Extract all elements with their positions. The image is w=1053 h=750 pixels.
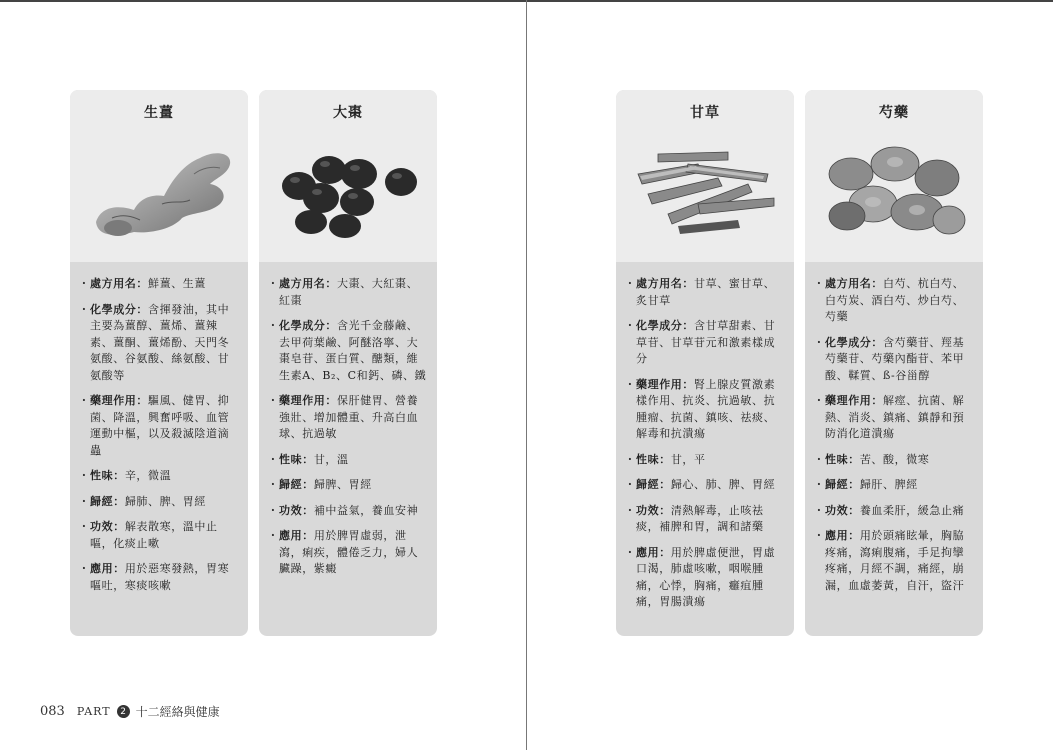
herb-name: 甘草 — [690, 105, 720, 121]
info-item: · 處方用名：鮮薑、生薑 — [82, 276, 238, 293]
info-item: · 化學成分：含甘草甜素、甘草苷、甘草苷元和激素樣成分 — [628, 318, 784, 368]
info-item: · 歸經：歸心、肺、脾、胃經 — [628, 477, 784, 494]
ginger-root-photo — [82, 134, 236, 246]
herb-name: 芍藥 — [879, 105, 909, 121]
info-item: · 化學成分：含光千金藤鹼、去甲荷葉鹼、阿醚洛寧、大棗皂苷、蛋白質、醣類，維生素A、B₂、C和鈣、磷、鐵 — [271, 318, 427, 384]
herb-name: 大棗 — [333, 105, 363, 121]
page-footer — [40, 703, 220, 720]
herb-info-list — [805, 262, 983, 594]
herb-info-list — [616, 262, 794, 611]
herb-card-jujube — [259, 90, 437, 636]
info-item: · 化學成分：含揮發油，其中主要為薑醇、薑烯、薑辣素、薑酮、薑烯酚、天門冬氨酸、谷氨酸、絲氨酸、甘氨酸等 — [82, 302, 238, 385]
section-title: 十二經絡與健康 — [135, 705, 220, 719]
info-item: · 性味：甘，平 — [628, 452, 784, 469]
page-number: 083 — [40, 704, 65, 719]
page-gutter — [526, 0, 527, 750]
info-item: · 應用：用於脾虛便泄，胃虛口渴，肺虛咳嗽，咽喉腫痛，心悸，胸痛，癰疽腫痛，胃腸潰瘍 — [628, 545, 784, 611]
herb-info-list — [70, 262, 248, 594]
info-item: · 藥理作用：保肝健胃、營養強壯、增加體重、升高白血球、抗過敏 — [271, 393, 427, 443]
part-number-badge: 2 — [117, 705, 130, 718]
info-item: · 功效：清熱解毒，止咳祛痰，補脾和胃，調和諸藥 — [628, 503, 784, 536]
herb-name: 生薑 — [144, 105, 174, 121]
info-item: · 功效：養血柔肝，緩急止痛 — [817, 503, 973, 520]
info-item: · 處方用名：大棗、大紅棗、紅棗 — [271, 276, 427, 309]
info-item: · 應用：用於頭痛眩暈，胸脇疼痛，瀉痢腹痛，手足拘攣疼痛，月經不調，痛經，崩漏，血虛萎黃，自汗，盜汗 — [817, 528, 973, 594]
info-item: · 藥理作用：腎上腺皮質激素樣作用、抗炎、抗過敏、抗腫瘤、抗菌、鎮咳、祛痰、解毒和抗潰瘍 — [628, 377, 784, 443]
info-item: · 歸經：歸肺、脾、胃經 — [82, 494, 238, 511]
peony-root-slices-photo — [817, 134, 971, 246]
part-label: PART — [76, 705, 111, 718]
info-item: · 歸經：歸脾、胃經 — [271, 477, 427, 494]
herb-card-peony — [805, 90, 983, 636]
info-item: · 歸經：歸肝、脾經 — [817, 477, 973, 494]
info-item: · 化學成分：含芍藥苷、羥基芍藥苷、芍藥內酯苷、苯甲酸、鞣質、ß-谷甾醇 — [817, 335, 973, 385]
herb-card-header — [259, 90, 437, 262]
info-item: · 應用：用於脾胃虛弱，泄瀉，痢疾，體倦乏力，婦人臟躁，紫癜 — [271, 528, 427, 578]
herb-card-header — [70, 90, 248, 262]
info-item: · 功效：解表散寒，溫中止嘔，化痰止嗽 — [82, 519, 238, 552]
info-item: · 應用：用於惡寒發熱，胃寒嘔吐，寒痰咳嗽 — [82, 561, 238, 594]
herb-card-ginger — [70, 90, 248, 636]
info-item: · 性味：甘，溫 — [271, 452, 427, 469]
info-item: · 功效：補中益氣，養血安神 — [271, 503, 427, 520]
info-item: · 處方用名：甘草、蜜甘草、炙甘草 — [628, 276, 784, 309]
jujube-dates-photo — [271, 134, 425, 246]
herb-info-list — [259, 262, 437, 578]
herb-card-licorice — [616, 90, 794, 636]
info-item: · 性味：辛，微溫 — [82, 468, 238, 485]
info-item: · 藥理作用：解痙、抗菌、解熱、消炎、鎮痛、鎮靜和預防消化道潰瘍 — [817, 393, 973, 443]
herb-card-header — [805, 90, 983, 262]
info-item: · 性味：苦、酸，微寒 — [817, 452, 973, 469]
info-item: · 藥理作用：驅風、健胃、抑菌、降溫，興奮呼吸、血管運動中樞，以及殺滅陰道滴蟲 — [82, 393, 238, 459]
herb-card-header — [616, 90, 794, 262]
info-item: · 處方用名：白芍、杭白芍、白芍炭、酒白芍、炒白芍、芍藥 — [817, 276, 973, 326]
licorice-root-slices-photo — [628, 134, 782, 246]
